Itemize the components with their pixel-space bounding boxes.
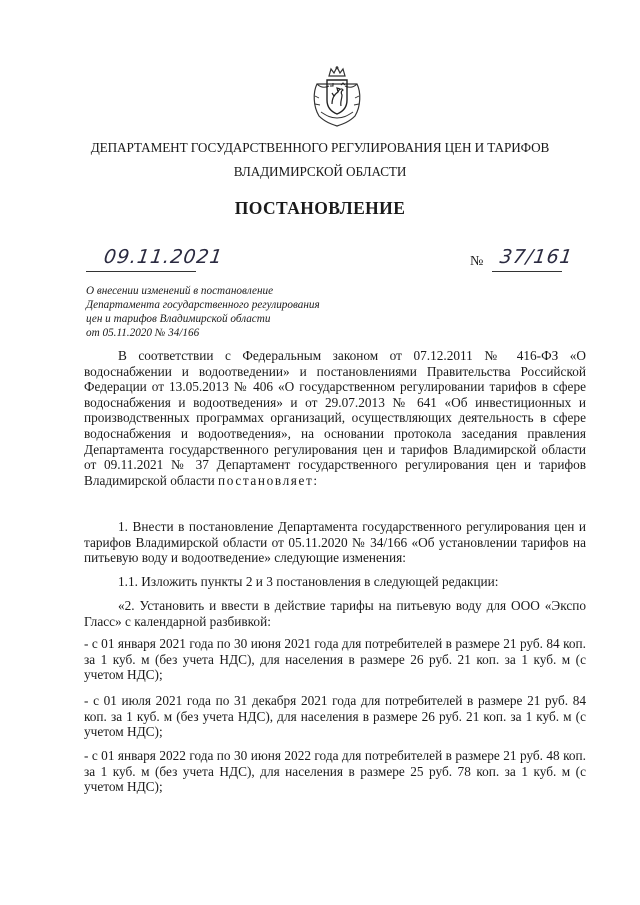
department-name-line1: ДЕПАРТАМЕНТ ГОСУДАРСТВЕННОГО РЕГУЛИРОВАНИЯ ЦЕН И ТАРИФОВ [90, 140, 550, 155]
document-subject [86, 284, 320, 340]
preamble-paragraph [84, 348, 586, 488]
decree-word: постановляет: [218, 472, 319, 488]
tariff-period-1: - с 01 января 2021 года по 30 июня 2021 года для потребителей в размере 21 руб. 84 коп. за 1 куб. м (без учета НДС), для населения в размере 26 руб. 21 коп. за 1 куб. м (с учетом НДС); [84, 636, 586, 683]
coat-of-arms-icon [311, 66, 363, 128]
paragraph-item-1: 1. Внести в постановление Департамента государственного регулирования цен и тарифов Владимирской области от 05.11.2020 № 34/166 «Об установлении тарифов на питьевую воду и водоотведение» следующие изменения: [84, 519, 586, 566]
number-underline [492, 271, 562, 272]
document-title: ПОСТАНОВЛЕНИЕ [234, 198, 406, 218]
number-sign: № [470, 254, 484, 269]
subject-line: от 05.11.2020 № 34/166 [86, 327, 200, 339]
tariff-period-3: - с 01 января 2022 года по 30 июня 2022 года для потребителей в размере 21 руб. 48 коп. за 1 куб. м (без учета НДС), для населения в размере 25 руб. 78 коп. за 1 куб. м (с учетом НДС); [84, 748, 586, 795]
tariff-period-2: - с 01 июля 2021 года по 31 декабря 2021 года для потребителей в размере 21 руб. 84 коп. за 1 куб. м (без учета НДС), для населения в размере 26 руб. 21 коп. за 1 куб. м (с учетом НДС); [84, 693, 586, 740]
department-name-line2: ВЛАДИМИРСКОЙ ОБЛАСТИ [233, 164, 407, 179]
preamble-text: В соответствии с Федеральным законом от 07.12.2011 № 416-ФЗ «О водоснабжении и водоотведении» и постановлениями Правительства Российской Федерации от 13.05.2013 № 406 «О государственном регулировании тарифов в сфере водоснабжения и водоотведения» и от 29.07.2013 № 641 «Об инвестиционных и производственных программах организаций, осуществляющих деятельность в сфере водоснабжения и водоотведения», на основании протокола заседания правления Департамента государственного регулирования цен и тарифов Владимирской области от 09.11.2021 № 37 Департамент государственного регулирования цен и тарифов Владимирской области [84, 348, 586, 488]
document-date: 09.11.2021 [102, 246, 225, 268]
date-underline [86, 271, 196, 272]
paragraph-clause-2: «2. Установить и ввести в действие тарифы на питьевую воду для ООО «Экспо Гласс» с календарной разбивкой: [84, 598, 586, 629]
subject-line: Департамента государственного регулирования [86, 299, 320, 311]
subject-line: цен и тарифов Владимирской области [86, 313, 271, 325]
paragraph-item-1-1: 1.1. Изложить пункты 2 и 3 постановления в следующей редакции: [118, 574, 499, 589]
subject-line: О внесении изменений в постановление [86, 285, 274, 297]
document-number: 37/161 [498, 246, 575, 268]
